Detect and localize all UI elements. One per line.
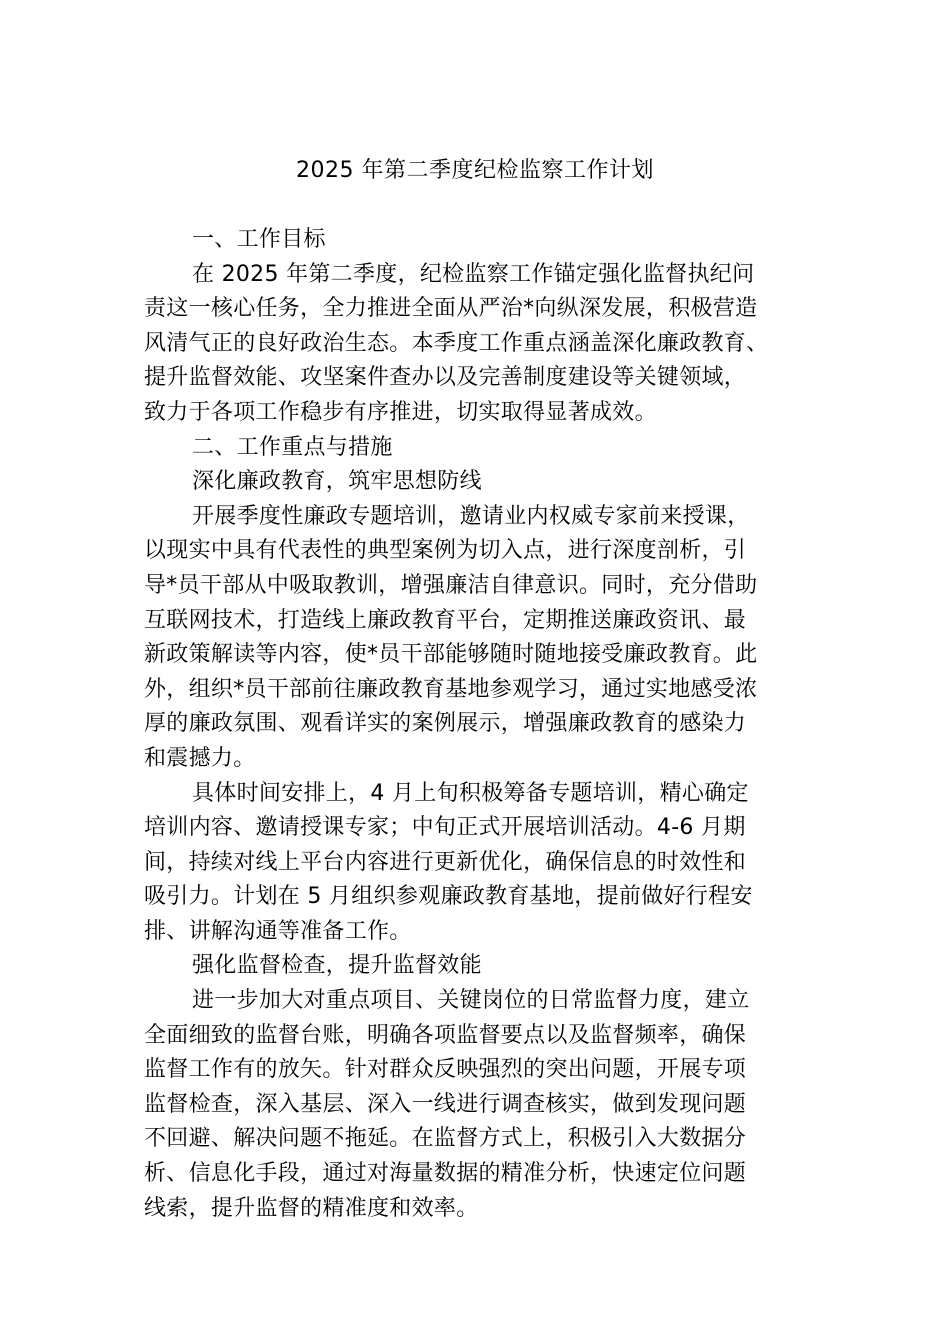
text-line: 致力于各项工作稳步有序推进，切实取得显著成效。 xyxy=(144,399,657,425)
text-line: 吸引力。计划在 5 月组织参观廉政教育基地，提前做好行程安 xyxy=(144,884,753,910)
text-line: 培训内容、邀请授课专家；中旬正式开展培训活动。4-6 月期 xyxy=(144,815,746,841)
text-line: 强化监督检查，提升监督效能 xyxy=(192,953,482,979)
text-line: 线索，提升监督的精准度和效率。 xyxy=(144,1195,479,1221)
text-line: 不回避、解决问题不拖延。在监督方式上，积极引入大数据分 xyxy=(144,1126,747,1152)
text-line: 风清气正的良好政治生态。本季度工作重点涵盖深化廉政教育、 xyxy=(144,330,769,356)
text-line: 深化廉政教育，筑牢思想防线 xyxy=(192,469,482,495)
text-line: 提升监督效能、攻坚案件查办以及完善制度建设等关键领域， xyxy=(144,365,747,391)
text-line: 外，组织*员干部前往廉政教育基地参观学习，通过实地感受浓 xyxy=(144,676,758,702)
text-line: 以现实中具有代表性的典型案例为切入点，进行深度剖析，引 xyxy=(144,538,747,564)
text-line: 和震撼力。 xyxy=(144,745,256,771)
text-line: 责这一核心任务，全力推进全面从严治*向纵深发展，积极营造 xyxy=(144,296,758,322)
text-line: 开展季度性廉政专题培训，邀请业内权威专家前来授课， xyxy=(192,503,750,529)
text-line: 厚的廉政氛围、观看详实的案例展示，增强廉政教育的感染力 xyxy=(144,711,747,737)
text-line: 导*员干部从中吸取教训，增强廉洁自律意识。同时，充分借助 xyxy=(144,572,758,598)
text-line: 析、信息化手段，通过对海量数据的精准分析，快速定位问题 xyxy=(144,1161,747,1187)
text-line: 二、工作重点与措施 xyxy=(192,434,393,460)
document-body xyxy=(144,223,810,1226)
text-line: 监督检查，深入基层、深入一线进行调查核实，做到发现问题 xyxy=(144,1091,747,1117)
text-line: 间，持续对线上平台内容进行更新优化，确保信息的时效性和 xyxy=(144,849,747,875)
document-title: 2025 年第二季度纪检监察工作计划 xyxy=(296,158,654,183)
text-line: 进一步加大对重点项目、关键岗位的日常监督力度，建立 xyxy=(192,988,750,1014)
text-line: 一、工作目标 xyxy=(192,227,326,252)
text-line: 新政策解读等内容，使*员干部能够随时随地接受廉政教育。此 xyxy=(144,642,758,668)
text-line: 在 2025 年第二季度，纪检监察工作锚定强化监督执纪问 xyxy=(192,261,755,287)
text-line: 互联网技术，打造线上廉政教育平台，定期推送廉政资讯、最 xyxy=(144,607,747,633)
text-line: 排、讲解沟通等准备工作。 xyxy=(144,918,412,944)
text-line: 全面细致的监督台账，明确各项监督要点以及监督频率，确保 xyxy=(144,1022,747,1048)
text-line: 监督工作有的放矢。针对群众反映强烈的突出问题，开展专项 xyxy=(144,1057,747,1083)
text-line: 具体时间安排上，4 月上旬积极筹备专题培训，精心确定 xyxy=(192,780,749,806)
